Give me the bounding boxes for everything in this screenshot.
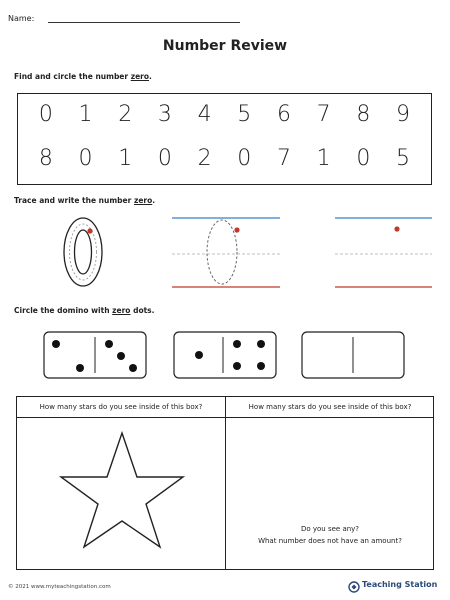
star-count-box bbox=[16, 396, 434, 570]
brand-name: Teaching Station bbox=[362, 580, 438, 589]
number-cell[interactable]: 7 bbox=[276, 146, 291, 171]
right-prompt-line-1: Do you see any? bbox=[300, 525, 360, 533]
instruction-keyword: zero bbox=[130, 72, 150, 81]
number-row-1 bbox=[18, 102, 431, 127]
number-cell[interactable]: 0 bbox=[157, 146, 172, 171]
instruction-prefix: Circle the domino with bbox=[14, 306, 113, 315]
number-cell[interactable]: 1 bbox=[316, 146, 331, 171]
number-cell[interactable]: 2 bbox=[118, 102, 133, 127]
trace-write-instruction bbox=[14, 196, 155, 205]
number-cell[interactable]: 3 bbox=[157, 102, 172, 127]
number-cell[interactable]: 0 bbox=[356, 146, 371, 171]
domino-1[interactable] bbox=[44, 332, 146, 378]
number-cell[interactable]: 4 bbox=[197, 102, 212, 127]
number-cell[interactable]: 0 bbox=[38, 102, 53, 127]
name-label: Name: bbox=[8, 14, 35, 23]
trace-guide-lines bbox=[172, 218, 280, 287]
number-cell[interactable]: 6 bbox=[276, 102, 291, 127]
star-icon bbox=[57, 427, 187, 551]
outline-zero-icon bbox=[64, 218, 102, 286]
copyright-text: © 2021 www.myteachingstation.com bbox=[8, 584, 111, 590]
right-prompt-line-2: What number does not have an amount? bbox=[258, 537, 402, 545]
instruction-keyword: zero bbox=[112, 306, 131, 315]
number-cell[interactable]: 1 bbox=[118, 146, 133, 171]
right-question: How many stars do you see inside of this box? bbox=[248, 403, 412, 411]
left-question: How many stars do you see inside of this box? bbox=[39, 403, 203, 411]
page-title: Number Review bbox=[162, 38, 288, 54]
instruction-prefix: Trace and write the number bbox=[14, 196, 134, 205]
domino-3[interactable] bbox=[302, 332, 404, 378]
number-row-2 bbox=[18, 146, 431, 171]
trace-area bbox=[0, 210, 450, 300]
number-cell[interactable]: 5 bbox=[237, 102, 252, 127]
number-cell[interactable]: 8 bbox=[356, 102, 371, 127]
circle-domino-instruction bbox=[14, 306, 155, 315]
name-line[interactable] bbox=[48, 22, 240, 23]
instruction-suffix: . bbox=[152, 196, 156, 205]
number-cell[interactable]: 2 bbox=[197, 146, 212, 171]
number-cell[interactable]: 9 bbox=[396, 102, 411, 127]
number-cell[interactable]: 7 bbox=[316, 102, 331, 127]
teaching-station-logo-icon bbox=[348, 578, 360, 597]
instruction-keyword: zero bbox=[133, 196, 153, 205]
instruction-suffix: dots. bbox=[130, 306, 155, 315]
number-cell[interactable]: 0 bbox=[237, 146, 252, 171]
instruction-suffix: . bbox=[149, 72, 152, 81]
number-cell[interactable]: 8 bbox=[38, 146, 53, 171]
instruction-prefix: Find and circle the number bbox=[14, 72, 131, 81]
number-search-box bbox=[17, 93, 432, 185]
number-cell[interactable]: 5 bbox=[396, 146, 411, 171]
find-circle-instruction bbox=[14, 72, 152, 81]
domino-2[interactable] bbox=[174, 332, 276, 378]
write-guide-lines[interactable] bbox=[335, 218, 432, 287]
number-cell[interactable]: 1 bbox=[78, 102, 93, 127]
number-cell[interactable]: 0 bbox=[78, 146, 93, 171]
domino-row bbox=[0, 328, 450, 384]
